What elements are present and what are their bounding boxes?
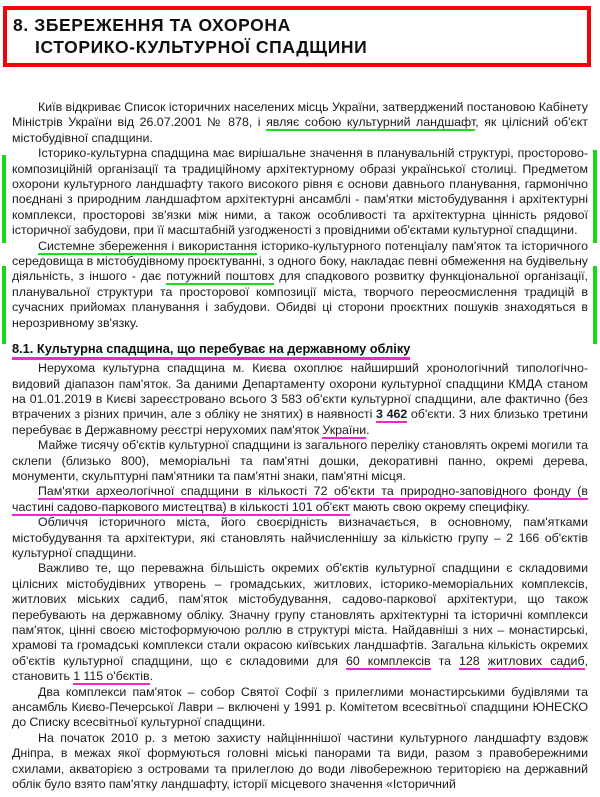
paragraph-8-text-b: та: [430, 653, 459, 668]
highlight-magenta-residential-estates: житлових садиб: [487, 653, 585, 668]
paragraph-4-text-c: .: [366, 422, 370, 437]
green-side-marker-right-1: [593, 150, 597, 243]
highlight-magenta-128: 128: [459, 653, 480, 668]
paragraph-8-text-e: .: [149, 669, 154, 684]
paragraph-6-text-b: мають свою окрему специфіку.: [349, 499, 530, 514]
paragraph-2: Історико-культурна спадщина має вирішальне значення в планувальній структурі, просторово-композиційній організації та традиційному архітектурному образі української столиці. Предметом охорони культурного ландшафту такого високого рівня є основи давнього планування, гармонічно поєднані з природним ландшафтом архітектурні ансамблі - пам'ятки містобудування і архітектурні комплекси, просторові зв'язки між ними, а також особливості та архітектурна цінність рядової історичної забудови, при її масштабній узгодженості з провідними об'єктами культурної спадщини.: [12, 146, 588, 238]
paragraph-1-text-b: , як цілісний об'єкт містобудівної спадщини.: [12, 115, 588, 145]
paragraph-1-text-a: Київ відкриває Список історичних населених місць України, затверджений постановою Кабінету Міністрів України від 26.07.2001 № 878, і: [12, 100, 588, 130]
section-title-line-2: ІСТОРИКО-КУЛЬТУРНОЇ СПАДЩИНИ: [35, 37, 368, 57]
paragraph-5: Майже тисячу об'єктів культурної спадщини із загального переліку становлять окремі могили та склепи (близько 800), меморіальні та пам'ятні дошки, декоративні панно, окремі дерева, монументи, скульптурні пам'ятники та пам'ятні знаки, пам'ятні місця.: [12, 438, 588, 483]
highlight-magenta-count-3462: 3 462: [376, 407, 408, 422]
paragraph-8: [12, 561, 588, 684]
green-side-marker-right-2: [593, 266, 597, 344]
paragraph-6: [12, 484, 588, 515]
paragraph-9: Два комплекси пам'яток – собор Святої Софії з прилеглими монастирськими будівлями та ансамбль Києво-Печерської Лаври – включені у 1991 р. Комітетом всесвітньої спадщини ЮНЕСКО до Списку всесвітньої культурної спадщини.: [12, 684, 588, 730]
highlight-magenta-60-complexes: 60 комплексів: [345, 653, 431, 668]
paragraph-1: [12, 100, 588, 146]
paragraph-8-text-a: Важливо те, що переважна більшість окремих об'єктів культурної спадщини є складовими цілісних містобудівних утворень – громадських, житлових, історико-меморіальних комплексів, житлових міських садиб, пам'яток містобудування, садово-паркової архітектури, що також перебувають на державному обліку. Значну групу становлять архітектурні та історичні комплекси пам'яток, цінні своєю містоформуючою роллю в структурі міста. Найдавніші з них – монастирські, храмові та громадські комплекси стали окрасою київських ландшафтів. Загальна кількість окремих об'єктів культурної спадщини, що є складовими для: [12, 561, 588, 668]
paragraph-3-text-a: історико-культурного потенціалу пам'яток та історичного середовища в містобудівному проєктуванні, з одного боку, накладає певні обмеження на будівельну діяльність, з іншого - дає: [12, 238, 588, 284]
section-title-line-1: 8. ЗБЕРЕЖЕННЯ ТА ОХОРОНА: [13, 15, 291, 35]
highlight-magenta-ukraine: України: [322, 422, 367, 437]
paragraph-10: На початок 2010 р. з метою захисту найцінннішої частини культурного ландшафту вздовж Дніпра, в межах якої формуються головні міські панорами та види, разом з правобережними схилами, акваторією з островами та прилеглою до води лівобережною територією на державний облік було взято пам'ятку ландшафту, історії місцевого значення «Історичний: [12, 730, 588, 792]
paragraph-7: Обличчя історичного міста, його своєрідність визначається, в основному, пам'ятками містобудування та архітектури, які становлять найчисленнішу за кількістю групу – 2 166 об'єктів культурної спадщини.: [12, 515, 588, 560]
subsection-heading-8-1: 8.1. Культурна спадщина, що перебуває на державному обліку: [12, 341, 410, 360]
subsection-heading-wrap: [12, 340, 588, 360]
paragraph-3-text-b: для спадкового розвитку функціональної організації, планувальної структури та просторової композиції міста, творчого переосмислення традицій в сучасних прийомах планування і забудови. Обидві ці сторони проєктних пошуків знаходяться в нерозривному зв'язку.: [12, 269, 588, 330]
paragraph-4: [12, 361, 588, 438]
section-title-box: [3, 6, 591, 67]
green-side-marker-left-2: [2, 266, 6, 344]
paragraph-3: [12, 239, 588, 331]
paragraph-4-text-b: об'єкти. З них близько третини перебуває в Державному реєстрі нерухомих пам'яток: [12, 407, 588, 437]
paragraph-8-text-c: [480, 654, 488, 668]
paragraph-4-text-a: Нерухома культурна спадщина м. Києва охоплює найширший хронологічний типологічно-видовий діапазон пам'яток. За даними Департаменту охорони культурної спадщини КМДА станом на 01.01.2019 в Києві зареєстровано всього 3 583 об'єкти культурної спадщини, але фактично (без втрачених з різних причин, але з обліку не знятих) в наявності: [12, 361, 588, 422]
highlight-green-cultural-landscape: являє собою культурний ландшафт: [266, 115, 476, 130]
document-body: [12, 100, 588, 792]
paragraph-8-text-d: , становить: [12, 653, 589, 684]
highlight-green-powerful-impulse: потужний поштовх: [166, 269, 275, 284]
highlight-magenta-archaeology-monuments: Пам'ятки археологічної спадщини в кількості 72 об'єкти та природно-заповідного фонду (в частині садово-паркового мистецтва) в кількості 101 об'єкт: [12, 484, 588, 514]
highlight-magenta-1115-objects: 1 115 о'бєктів: [73, 669, 150, 684]
highlight-green-systemic-preservation: Системне збереження і використання: [38, 238, 258, 253]
green-side-marker-left-1: [2, 155, 6, 243]
